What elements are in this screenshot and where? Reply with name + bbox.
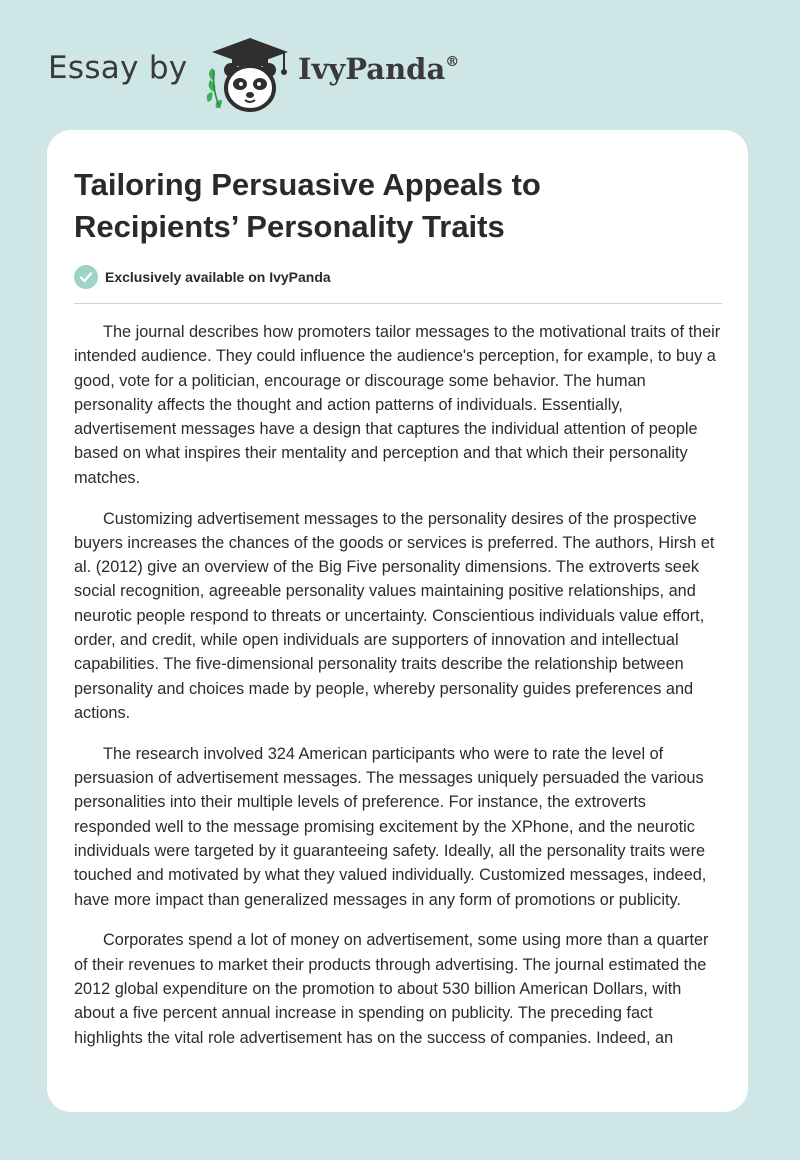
exclusive-badge-label: Exclusively available on IvyPanda — [105, 269, 331, 285]
brand-name[interactable]: IvyPanda® — [298, 52, 460, 86]
body-paragraph: Customizing advertisement messages to the personality desires of the prospective buyers increases the chances of the goods or services is preferred. The authors, Hirsh et al. (2012) give an overview of the Big Five personality dimensions. The extroverts seek social recognition, agreeable personality values maintaining positive relationships, and neurotic people respond to threats or uncertainty. Conscientious individuals value effort, order, and credit, while open individuals are supporters of innovation and intellectual capabilities. The five-dimensional personality traits describe the relationship between personality and choices made by people, whereby personality guides preferences and actions. — [74, 509, 715, 722]
essay-card — [47, 130, 748, 1112]
body-paragraph: The research involved 324 American participants who were to rate the level of persuasion of advertisement messages. The messages uniquely persuaded the various personalities into their multiple levels of preference. For instance, the extroverts responded well to the message promising excitement by the XPhone, and the neurotic individuals were targeted by it guaranteeing safety. Ideally, all the personality traits were touched and motivated by what they valued individually. Customized messages, indeed, have more impact than generalized messages in any form of promotions or publicity. — [74, 744, 707, 909]
body-paragraph: Corporates spend a lot of money on advertisement, some using more than a quarter of their revenues to market their products through advertising. The journal estimated the 2012 global expenditure on the promotion to about 530 billion American Dollars, with about a five percent annual increase in spending on publicity. The preceding fact highlights the vital role advertisement has on the success of companies. Indeed, an — [74, 931, 709, 1047]
title-divider — [74, 303, 722, 304]
panda-graduate-logo-icon[interactable] — [204, 36, 296, 112]
check-circle-icon — [74, 265, 98, 289]
essay-by-label: Essay by — [48, 50, 188, 86]
registered-mark: ® — [445, 54, 460, 71]
essay-body — [74, 320, 724, 1066]
body-paragraph: The journal describes how promoters tailor messages to the motivational traits of their intended audience. They could influence the audience's perception, for example, to buy a good, vote for a politician, encourage or discourage some behavior. The human personality affects the thought and action patterns of individuals. Essentially, advertisement messages have a design that captures the individual attention of people based on what inspires their mentality and perception and that which their personality matches. — [74, 323, 721, 487]
exclusive-badge — [74, 264, 331, 290]
essay-title: Tailoring Persuasive Appeals to Recipients’ Personality Traits — [74, 167, 541, 244]
site-header — [48, 36, 768, 116]
